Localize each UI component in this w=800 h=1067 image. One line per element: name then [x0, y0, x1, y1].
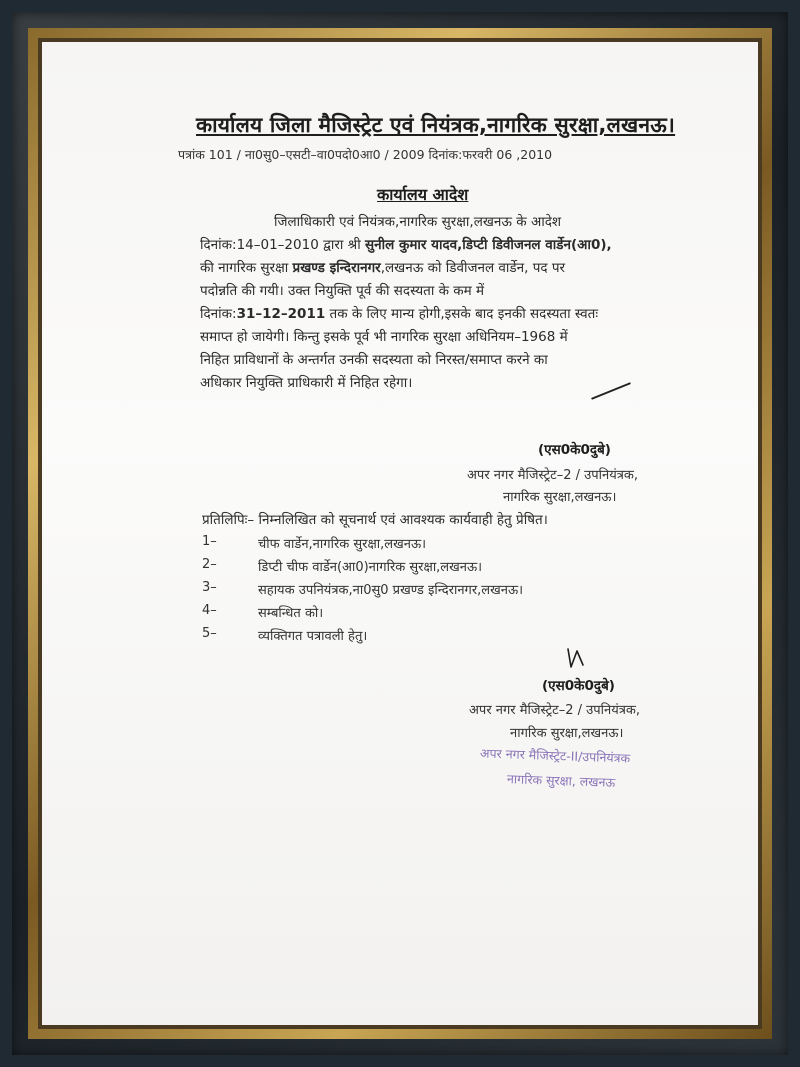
order-line: की नागरिक सुरक्षा प्रखण्ड इन्दिरानगर,लखनऊ को डिवीजनल वार्डेन, पद पर [200, 260, 566, 276]
order-line: जिलाधिकारी एवं नियंत्रक,नागरिक सुरक्षा,लखनऊ के आदेश [274, 214, 562, 230]
copy-item-text: व्यक्तिगत पत्रावली हेतु। [258, 629, 368, 644]
copy-item-text: डिप्टी चीफ वार्डेन(आ0)नागरिक सुरक्षा,लखनऊ। [258, 560, 483, 575]
copy-item-number: 5– [202, 626, 217, 641]
order-line: समाप्त हो जायेगी। किन्तु इसके पूर्व भी नागरिक सुरक्षा अधिनियम–1968 में [200, 329, 568, 345]
signatory-title: अपर नगर मैजिस्ट्रेट–2 / उपनियंत्रक, [467, 468, 639, 483]
copy-item-number: 2– [202, 557, 217, 572]
copy-item-text: चीफ वार्डेन,नागरिक सुरक्षा,लखनऊ। [258, 537, 427, 552]
copy-intro: प्रतिलिपिः– निम्नलिखित को सूचनार्थ एवं आवश्यक कार्यवाही हेतु प्रेषित। [202, 512, 548, 528]
copy-item-number: 1– [202, 534, 217, 549]
order-line: दिनांक:31–12–2011 तक के लिए मान्य होगी,इसके बाद इनकी सदस्यता स्वतः [200, 306, 599, 322]
stamp-line: अपर नगर मैजिस्ट्रेट-II/उपनियंत्रक [479, 745, 631, 766]
copy-item-number: 3– [202, 580, 217, 595]
signatory-title: अपर नगर मैजिस्ट्रेट–2 / उपनियंत्रक, [469, 703, 641, 718]
order-title: कार्यालय आदेश [377, 185, 469, 204]
signature-mark [565, 645, 589, 671]
order-line: दिनांक:14–01–2010 द्वारा श्री सुनील कुमार यादव,डिप्टी डिवीजनल वार्डेन(आ0), [200, 237, 612, 253]
copy-item-text: सहायक उपनियंत्रक,ना0सु0 प्रखण्ड इन्दिरानगर,लखनऊ। [258, 583, 524, 598]
reference-line: पत्रांक 101 / ना0सु0–एसटी–वा0पदो0आ0 / 2009 दिनांक:फरवरी 06 ,2010 [178, 147, 553, 162]
stamp-line: नागरिक सुरक्षा, लखनऊ [506, 771, 616, 790]
signatory-office: नागरिक सुरक्षा,लखनऊ। [503, 490, 617, 505]
signatory-office: नागरिक सुरक्षा,लखनऊ। [510, 726, 624, 741]
office-heading: कार्यालय जिला मैजिस्ट्रेट एवं नियंत्रक,नागरिक सुरक्षा,लखनऊ। [196, 113, 676, 137]
document-paper [42, 42, 758, 1025]
copy-item-text: सम्बन्धित को। [258, 606, 324, 621]
order-line: अधिकार नियुक्ति प्राधिकारी में निहित रहेगा। [200, 375, 413, 391]
order-line: पदोन्नति की गयी। उक्त नियुक्ति पूर्व की सदस्यता के कम में [200, 283, 485, 299]
copy-item-number: 4– [202, 603, 217, 618]
order-line: निहित प्राविधानों के अन्तर्गत उनकी सदस्यता को निरस्त/समाप्त करने का [200, 352, 548, 368]
signature-stroke [591, 382, 631, 400]
signatory-name: (एस0के0दुबे) [538, 442, 611, 458]
signatory-name: (एस0के0दुबे) [542, 678, 615, 694]
